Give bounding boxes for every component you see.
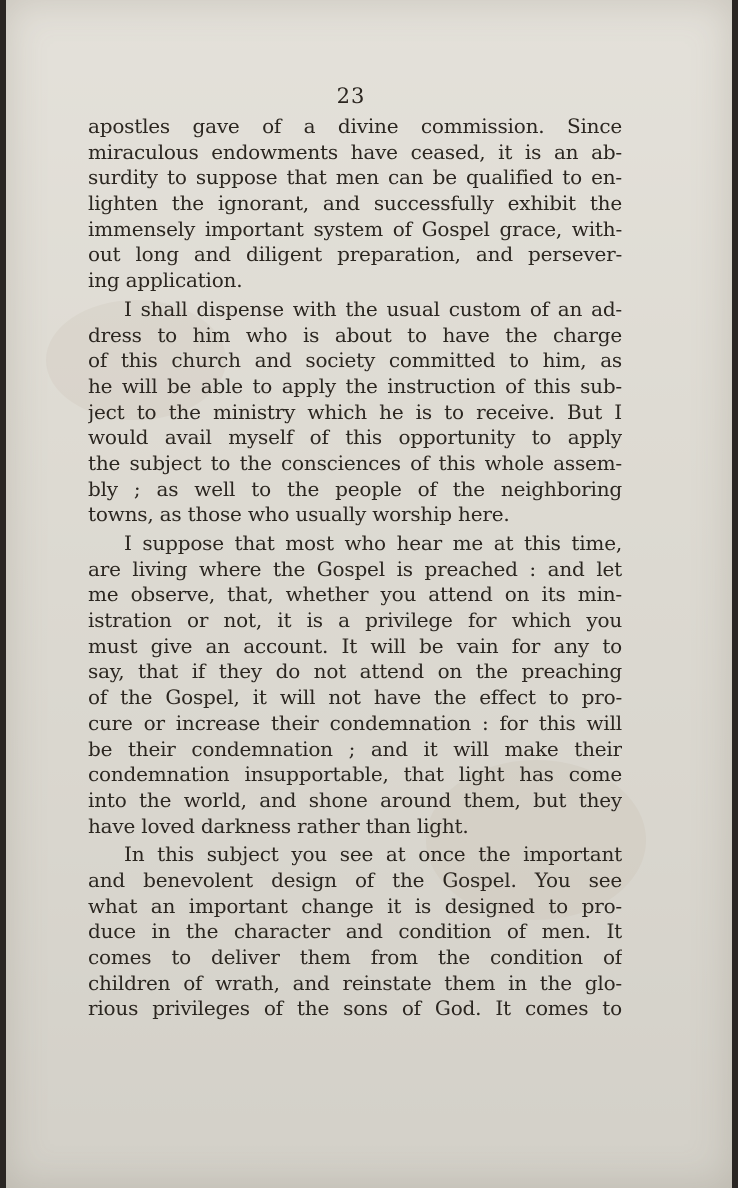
text-line: I suppose that most who hear me at this time, (124, 531, 622, 555)
text-line: rious privileges of the sons of God. It comes to (88, 996, 622, 1021)
paragraph (88, 297, 622, 528)
text-line: would avail myself of this opportunity to apply (88, 425, 622, 450)
body-text (88, 114, 622, 1022)
text-line: apostles gave of a divine commission. Since (88, 114, 622, 138)
book-page (6, 0, 732, 1188)
text-line: he will be able to apply the instruction of this sub- (88, 373, 622, 398)
text-line: the subject to the consciences of this whole assem- (88, 450, 622, 475)
text-line: children of wrath, and reinstate them in the glo- (88, 970, 622, 995)
text-line: I shall dispense with the usual custom of an ad- (124, 296, 622, 321)
text-line: comes to deliver them from the condition of (88, 945, 622, 969)
paragraph (88, 114, 622, 294)
text-line: towns, as those who usually worship here. (88, 502, 510, 527)
text-line: bly ; as well to the people of the neighboring (88, 476, 622, 501)
text-line: and benevolent design of the Gospel. You see (88, 867, 622, 892)
text-line: immensely important system of Gospel grace, with- (88, 216, 622, 241)
text-line: surdity to suppose that men can be qualified to en- (88, 165, 622, 190)
text-line: say, that if they do not attend on the preaching (88, 659, 622, 684)
text-line: are living where the Gospel is preached : and let (88, 556, 622, 581)
text-line: miraculous endowments have ceased, it is an ab- (88, 139, 622, 164)
text-line: istration or not, it is a privilege for which you (88, 608, 622, 633)
text-line: cure or increase their condemnation : for this will (88, 710, 622, 735)
text-line: be their condemnation ; and it will make their (88, 736, 622, 761)
text-line: of the Gospel, it will not have the effect to pro- (88, 685, 622, 710)
text-line: ing application. (88, 268, 243, 293)
text-line: lighten the ignorant, and successfully exhibit the (88, 191, 622, 216)
paragraph (88, 842, 622, 1022)
text-line: what an important change it is designed to pro- (88, 893, 622, 918)
text-line: ject to the ministry which he is to receive. But I (88, 399, 622, 424)
text-line: condemnation insupportable, that light has come (88, 762, 622, 787)
text-line: have loved darkness rather than light. (88, 813, 469, 838)
text-line: out long and diligent preparation, and persever- (88, 242, 622, 267)
text-line: me observe, that, whether you attend on its min- (88, 582, 622, 607)
text-line: into the world, and shone around them, but they (88, 787, 622, 812)
text-line: dress to him who is about to have the charge (88, 322, 622, 347)
paragraph (88, 531, 622, 839)
text-line: of this church and society committed to him, as (88, 348, 622, 373)
text-line: must give an account. It will be vain for any to (88, 633, 622, 658)
text-line: duce in the character and condition of men. It (88, 919, 622, 944)
page-number: 23 (336, 84, 366, 108)
text-line: In this subject you see at once the important (124, 842, 622, 867)
